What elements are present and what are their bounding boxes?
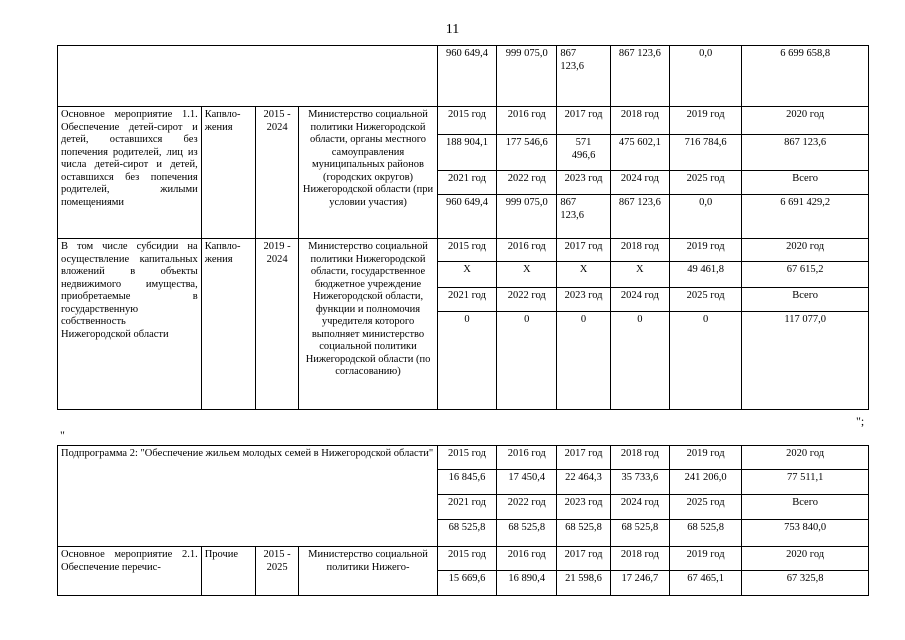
year-cell: 2024 год [610, 171, 669, 195]
year-cell: 2015 год [437, 446, 496, 470]
funding-type: Капвло-жения [201, 107, 255, 239]
table-row [58, 446, 869, 470]
executor: Министерство социальной политики Нижегородской области, органы местного самоуправления муниципальных районов (городских округов) Нижегородской области (при условии участия) [299, 107, 438, 239]
measure-name: В том числе субсидии на осуществление капитальных вложений в объекты недвижимого имущества, приобретаемые в государственную собственность Нижегородской области [58, 239, 202, 410]
year-cell: 2015 год [437, 239, 496, 262]
value-cell: 117 077,0 [742, 312, 869, 410]
year-cell: 2019 год [669, 547, 741, 571]
table-row [58, 107, 869, 135]
executor: Министерство социальной политики Нижего- [299, 547, 438, 596]
table-1 [57, 45, 869, 410]
value-cell: 21 598,6 [557, 571, 610, 596]
value-cell: 6 691 429,2 [742, 195, 869, 239]
year-cell: 2025 год [669, 288, 741, 312]
value-cell: 177 546,6 [497, 135, 557, 171]
value-cell: 16 845,6 [437, 470, 496, 495]
year-cell: Всего [742, 171, 869, 195]
value-cell: 68 525,8 [437, 520, 496, 547]
value-cell: X [557, 262, 610, 288]
subprogram-title: Подпрограмма 2: "Обеспечение жильем молодых семей в Нижегородской области" [58, 446, 438, 547]
measure-name: Основное мероприятие 2.1. Обеспечение перечис- [58, 547, 202, 596]
year-cell: 2018 год [610, 547, 669, 571]
year-cell: 2020 год [742, 446, 869, 470]
year-cell: 2019 год [669, 239, 741, 262]
closing-quote: "; [856, 414, 865, 428]
opening-quote: " [60, 428, 65, 442]
value-cell: 0 [669, 312, 741, 410]
value-cell: 0 [557, 312, 610, 410]
year-cell: 2025 год [669, 171, 741, 195]
year-cell: Всего [742, 288, 869, 312]
value-cell: 867 123,6 [610, 195, 669, 239]
executor: Министерство социальной политики Нижегородской области, государственное бюджетное учреждение Нижегородской области, функции и полномочия учредителя которого выполняет министерство социальной политики Нижегородской области (по согласованию) [299, 239, 438, 410]
value-cell: 716 784,6 [669, 135, 741, 171]
value-cell: 571 496,6 [557, 135, 610, 171]
year-cell: 2018 год [610, 239, 669, 262]
value-cell: 867 123,6 [557, 195, 610, 239]
value-cell: 753 840,0 [742, 520, 869, 547]
year-cell: 2017 год [557, 239, 610, 262]
period: 2015 - 2025 [255, 547, 298, 596]
value-cell: 241 206,0 [669, 470, 741, 495]
value-cell: 0 [437, 312, 496, 410]
year-cell: 2020 год [742, 239, 869, 262]
value-cell: 999 075,0 [497, 46, 557, 107]
value-cell: 68 525,8 [610, 520, 669, 547]
page-number: 11 [445, 22, 460, 37]
value-cell: 15 669,6 [437, 571, 496, 596]
value-cell: 999 075,0 [497, 195, 557, 239]
value-cell: 960 649,4 [437, 195, 496, 239]
value-cell: 17 450,4 [497, 470, 557, 495]
value-cell: 960 649,4 [437, 46, 496, 107]
year-cell: 2021 год [437, 171, 496, 195]
value-cell: 0 [610, 312, 669, 410]
year-cell: 2016 год [497, 446, 557, 470]
value-cell: 35 733,6 [610, 470, 669, 495]
table-row [58, 547, 869, 571]
year-cell: 2023 год [557, 288, 610, 312]
table-row [58, 46, 869, 107]
value-cell: X [437, 262, 496, 288]
value-cell: 0 [497, 312, 557, 410]
year-cell: 2023 год [557, 171, 610, 195]
period: 2019 - 2024 [255, 239, 298, 410]
value-cell: 867 123,6 [742, 135, 869, 171]
year-cell: 2021 год [437, 495, 496, 520]
year-cell: 2017 год [557, 107, 610, 135]
year-cell: 2015 год [437, 107, 496, 135]
value-cell: 475 602,1 [610, 135, 669, 171]
period: 2015 - 2024 [255, 107, 298, 239]
year-cell: 2017 год [557, 446, 610, 470]
value-cell: 867 123,6 [610, 46, 669, 107]
year-cell: 2020 год [742, 547, 869, 571]
value-cell: 867 123,6 [557, 46, 610, 107]
year-cell: 2024 год [610, 495, 669, 520]
value-cell: 22 464,3 [557, 470, 610, 495]
year-cell: 2016 год [497, 239, 557, 262]
table-2 [57, 445, 869, 596]
year-cell: 2024 год [610, 288, 669, 312]
value-cell: 67 325,8 [742, 571, 869, 596]
year-cell: Всего [742, 495, 869, 520]
year-cell: 2015 год [437, 547, 496, 571]
value-cell: 49 461,8 [669, 262, 741, 288]
year-cell: 2022 год [497, 495, 557, 520]
year-cell: 2025 год [669, 495, 741, 520]
value-cell: 6 699 658,8 [742, 46, 869, 107]
value-cell: 77 511,1 [742, 470, 869, 495]
year-cell: 2022 год [497, 171, 557, 195]
value-cell: X [497, 262, 557, 288]
year-cell: 2020 год [742, 107, 869, 135]
value-cell: 67 465,1 [669, 571, 741, 596]
year-cell: 2016 год [497, 547, 557, 571]
value-cell: 67 615,2 [742, 262, 869, 288]
value-cell: 188 904,1 [437, 135, 496, 171]
year-cell: 2022 год [497, 288, 557, 312]
measure-name: Основное мероприятие 1.1. Обеспечение детей-сирот и детей, оставшихся без попечения родителей, лиц из числа детей-сирот и детей, оставшихся без попечения родителей, жилыми помещениями [58, 107, 202, 239]
year-cell: 2017 год [557, 547, 610, 571]
table-row [58, 239, 869, 262]
value-cell: 68 525,8 [557, 520, 610, 547]
value-cell: 68 525,8 [669, 520, 741, 547]
year-cell: 2019 год [669, 446, 741, 470]
value-cell: X [610, 262, 669, 288]
value-cell: 17 246,7 [610, 571, 669, 596]
value-cell: 68 525,8 [497, 520, 557, 547]
value-cell: 0,0 [669, 195, 741, 239]
year-cell: 2018 год [610, 446, 669, 470]
year-cell: 2023 год [557, 495, 610, 520]
year-cell: 2021 год [437, 288, 496, 312]
funding-type: Капвло-жения [201, 239, 255, 410]
year-cell: 2019 год [669, 107, 741, 135]
year-cell: 2016 год [497, 107, 557, 135]
value-cell: 0,0 [669, 46, 741, 107]
value-cell: 16 890,4 [497, 571, 557, 596]
year-cell: 2018 год [610, 107, 669, 135]
funding-type: Прочие [201, 547, 255, 596]
